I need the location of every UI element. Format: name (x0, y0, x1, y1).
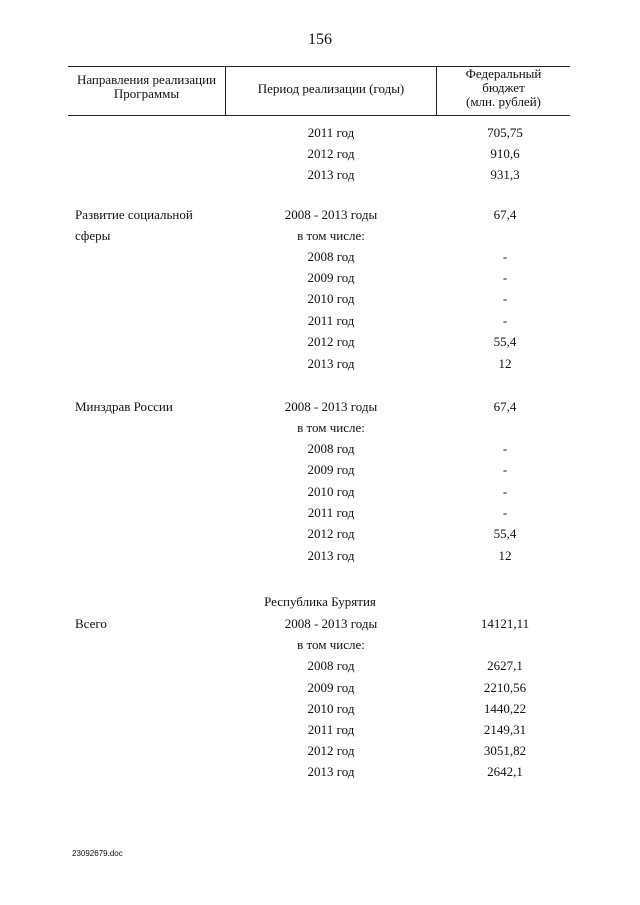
budget-cell: - (502, 505, 508, 520)
direction-cell: Развитие социальной (75, 207, 193, 222)
document-filename: 23092679.doc (72, 849, 123, 858)
budget-cell: 3051,82 (483, 743, 527, 758)
table-row (0, 763, 640, 781)
table-row (0, 166, 640, 184)
budget-cell: 2627,1 (487, 658, 523, 673)
budget-cell: 705,75 (487, 125, 523, 140)
direction-cell: сферы (75, 228, 111, 243)
table-row (0, 145, 640, 163)
header-budget-line: бюджет (482, 80, 525, 95)
period-cell: 2013 год (307, 167, 355, 182)
table-row (0, 525, 640, 543)
period-cell: 2012 год (307, 146, 355, 161)
period-cell: 2009 год (307, 462, 355, 477)
header-period: Период реализации (годы) (257, 81, 405, 96)
budget-cell: - (502, 313, 508, 328)
budget-cell: - (502, 270, 508, 285)
period-cell: 2010 год (307, 701, 355, 716)
budget-cell: 55,4 (493, 526, 517, 541)
budget-cell: 910,6 (490, 146, 520, 161)
period-cell: 2009 год (307, 680, 355, 695)
budget-cell: - (502, 484, 508, 499)
period-cell: 2011 год (307, 313, 355, 328)
budget-cell: 1440,22 (483, 701, 527, 716)
table-row (0, 124, 640, 142)
period-cell: 2013 год (307, 548, 355, 563)
header-budget-line: (млн. рублей) (466, 94, 541, 109)
budget-cell: 931,3 (490, 167, 520, 182)
table-row (0, 440, 640, 458)
period-cell: 2008 - 2013 годы (284, 399, 378, 414)
budget-cell: 14121,11 (480, 616, 530, 631)
table-row (0, 461, 640, 479)
period-cell: 2008 - 2013 годы (284, 207, 378, 222)
period-cell: 2012 год (307, 743, 355, 758)
budget-cell: - (502, 441, 508, 456)
period-cell: 2011 год (307, 505, 355, 520)
table-row (0, 547, 640, 565)
table-row (0, 483, 640, 501)
table-row (0, 398, 640, 416)
region-title: Республика Бурятия (264, 594, 376, 609)
period-cell: 2010 год (307, 291, 355, 306)
budget-cell: - (502, 291, 508, 306)
period-cell: 2012 год (307, 526, 355, 541)
table-row (0, 679, 640, 697)
table-row (0, 355, 640, 373)
table-row (0, 700, 640, 718)
header-budget-line: Федеральный (465, 66, 542, 81)
table-row (0, 248, 640, 266)
table-row (0, 333, 640, 351)
budget-cell: 67,4 (493, 207, 517, 222)
period-cell: 2009 год (307, 270, 355, 285)
table-row (0, 290, 640, 308)
period-cell: в том числе: (297, 420, 365, 435)
header-directions (68, 73, 225, 101)
budget-cell: 55,4 (493, 334, 517, 349)
budget-cell: - (502, 249, 508, 264)
period-cell: 2008 год (307, 441, 355, 456)
period-cell: 2011 год (307, 125, 355, 140)
budget-cell: 2642,1 (487, 764, 523, 779)
header-directions-line: Направления реализации (76, 72, 217, 87)
table-header-bottom-rule (68, 115, 570, 116)
table-row (0, 206, 640, 224)
budget-cell: 12 (498, 548, 512, 563)
period-cell: 2013 год (307, 356, 355, 371)
period-cell: 2012 год (307, 334, 355, 349)
budget-cell: 2210,56 (483, 680, 527, 695)
period-cell: в том числе: (297, 228, 365, 243)
budget-cell: 12 (498, 356, 512, 371)
table-row (0, 269, 640, 287)
budget-cell: 67,4 (493, 399, 517, 414)
period-cell: 2010 год (307, 484, 355, 499)
table-row (0, 227, 640, 245)
table-row (0, 615, 640, 633)
period-cell: 2011 год (307, 722, 355, 737)
period-cell: в том числе: (297, 637, 365, 652)
direction-cell: Всего (75, 616, 107, 631)
table-row (0, 721, 640, 739)
table-row (0, 419, 640, 437)
table-row (0, 657, 640, 675)
budget-cell: - (502, 462, 508, 477)
budget-cell: 2149,31 (483, 722, 527, 737)
header-directions-line: Программы (113, 86, 180, 101)
period-cell: 2008 год (307, 249, 355, 264)
table-row (0, 504, 640, 522)
period-cell: 2013 год (307, 764, 355, 779)
page-number: 156 (308, 31, 332, 48)
table-row (0, 636, 640, 654)
table-row (0, 312, 640, 330)
header-federal-budget (437, 67, 570, 109)
table-row (0, 742, 640, 760)
period-cell: 2008 - 2013 годы (284, 616, 378, 631)
direction-cell: Минздрав России (75, 399, 173, 414)
period-cell: 2008 год (307, 658, 355, 673)
